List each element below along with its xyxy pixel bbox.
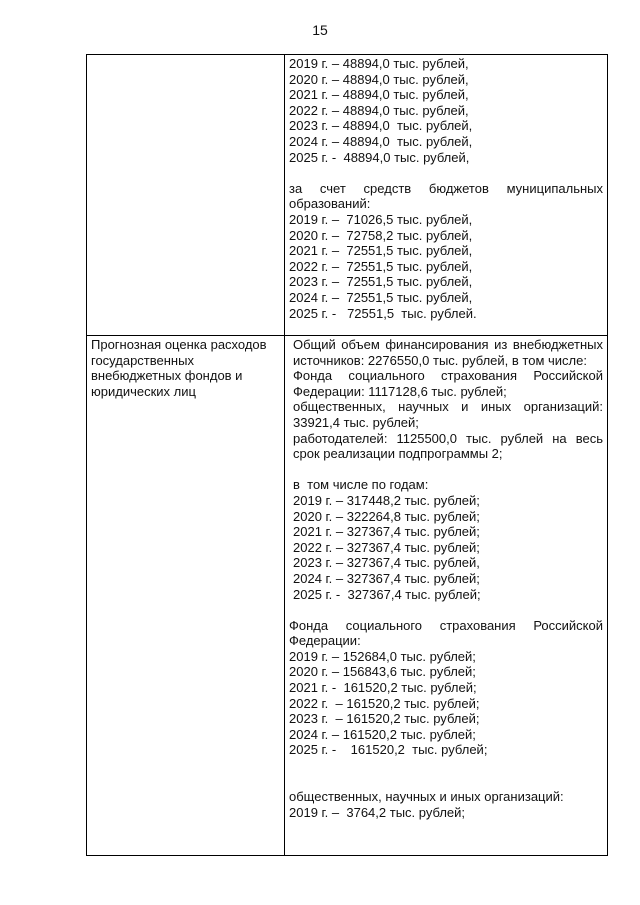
row-label: Прогнозная оценка расходов государственных внебюджетных фондов и юридических лиц [91, 337, 267, 399]
row-value-cell [285, 336, 608, 856]
row-label-cell [87, 336, 285, 856]
year-line: 2021 г. – 72551,5 тыс. рублей, [289, 243, 473, 259]
row-value-cell [285, 55, 608, 336]
year-line: 2023 г. – 48894,0 тыс. рублей, [289, 118, 473, 134]
year-line: 2025 г. - 72551,5 тыс. рублей. [289, 305, 477, 321]
year-line: 2025 г. - 161520,2 тыс. рублей; [289, 742, 488, 758]
year-line: 2024 г. – 72551,5 тыс. рублей, [289, 289, 473, 305]
orgs-total: общественных, научных и иных организаций: 33921,4 тыс. рублей; [293, 399, 603, 430]
year-line: 2025 г. - 327367,4 тыс. рублей; [293, 586, 481, 602]
year-line: 2023 г. – 161520,2 тыс. рублей; [289, 711, 480, 727]
year-line: 2023 г. – 72551,5 тыс. рублей, [289, 274, 473, 290]
year-line: 2019 г. – 71026,5 тыс. рублей, [289, 211, 473, 227]
year-line: 2025 г. - 48894,0 тыс. рублей, [289, 149, 470, 165]
year-line: 2022 г. – 72551,5 тыс. рублей, [289, 258, 473, 274]
year-line: 2024 г. – 161520,2 тыс. рублей; [289, 726, 476, 742]
year-line: 2020 г. – 72758,2 тыс. рублей, [289, 227, 473, 243]
year-line: 2022 г. – 161520,2 тыс. рублей; [289, 695, 480, 711]
year-line: 2021 г. - 161520,2 тыс. рублей; [289, 680, 477, 696]
table-row [87, 336, 608, 856]
year-line: 2019 г. – 48894,0 тыс. рублей, [289, 56, 469, 71]
financing-text [285, 55, 607, 321]
year-line: 2021 г. – 327367,4 тыс. рублей; [293, 524, 480, 540]
year-line: 2023 г. – 327367,4 тыс. рублей, [293, 555, 480, 571]
year-line: 2019 г. – 3764,2 тыс. рублей; [289, 804, 466, 820]
fss-total: Фонда социального страхования Российской Федерации: 1117128,6 тыс. рублей; [293, 368, 603, 399]
year-line: 2020 г. – 48894,0 тыс. рублей, [289, 71, 469, 87]
year-line: 2021 г. – 48894,0 тыс. рублей, [289, 87, 469, 103]
year-line: 2019 г. – 317448,2 тыс. рублей; [293, 492, 480, 508]
passport-table [86, 54, 608, 856]
page-number: 15 [312, 22, 328, 38]
row-label-cell [87, 55, 285, 336]
year-line: 2019 г. – 152684,0 тыс. рублей; [289, 648, 476, 664]
year-line: 2022 г. – 48894,0 тыс. рублей, [289, 102, 469, 118]
employers-total: работодателей: 1125500,0 тыс. рублей на весь срок реализации подпрограммы 2; [293, 430, 603, 462]
year-line: 2020 г. – 322264,8 тыс. рублей; [293, 508, 480, 524]
fss-heading: Фонда социального страхования Российской Федерации: [289, 617, 603, 649]
year-line: 2020 г. – 156843,6 тыс. рублей; [289, 664, 476, 680]
orgs-heading: общественных, научных и иных организаций: [289, 789, 564, 805]
table-row [87, 55, 608, 336]
year-line: 2024 г. – 327367,4 тыс. рублей; [293, 570, 480, 586]
by-years-heading: в том числе по годам: [293, 477, 429, 493]
year-line: 2024 г. – 48894,0 тыс. рублей, [289, 133, 473, 149]
financing-text [285, 336, 607, 820]
total-financing: Общий объем финансирования из внебюджетных источников: 2276550,0 тыс. рублей, в том числе: [293, 337, 603, 368]
municipal-heading: за счет средств бюджетов муниципальных образований: [289, 180, 603, 212]
year-line: 2022 г. – 327367,4 тыс. рублей; [293, 539, 480, 555]
